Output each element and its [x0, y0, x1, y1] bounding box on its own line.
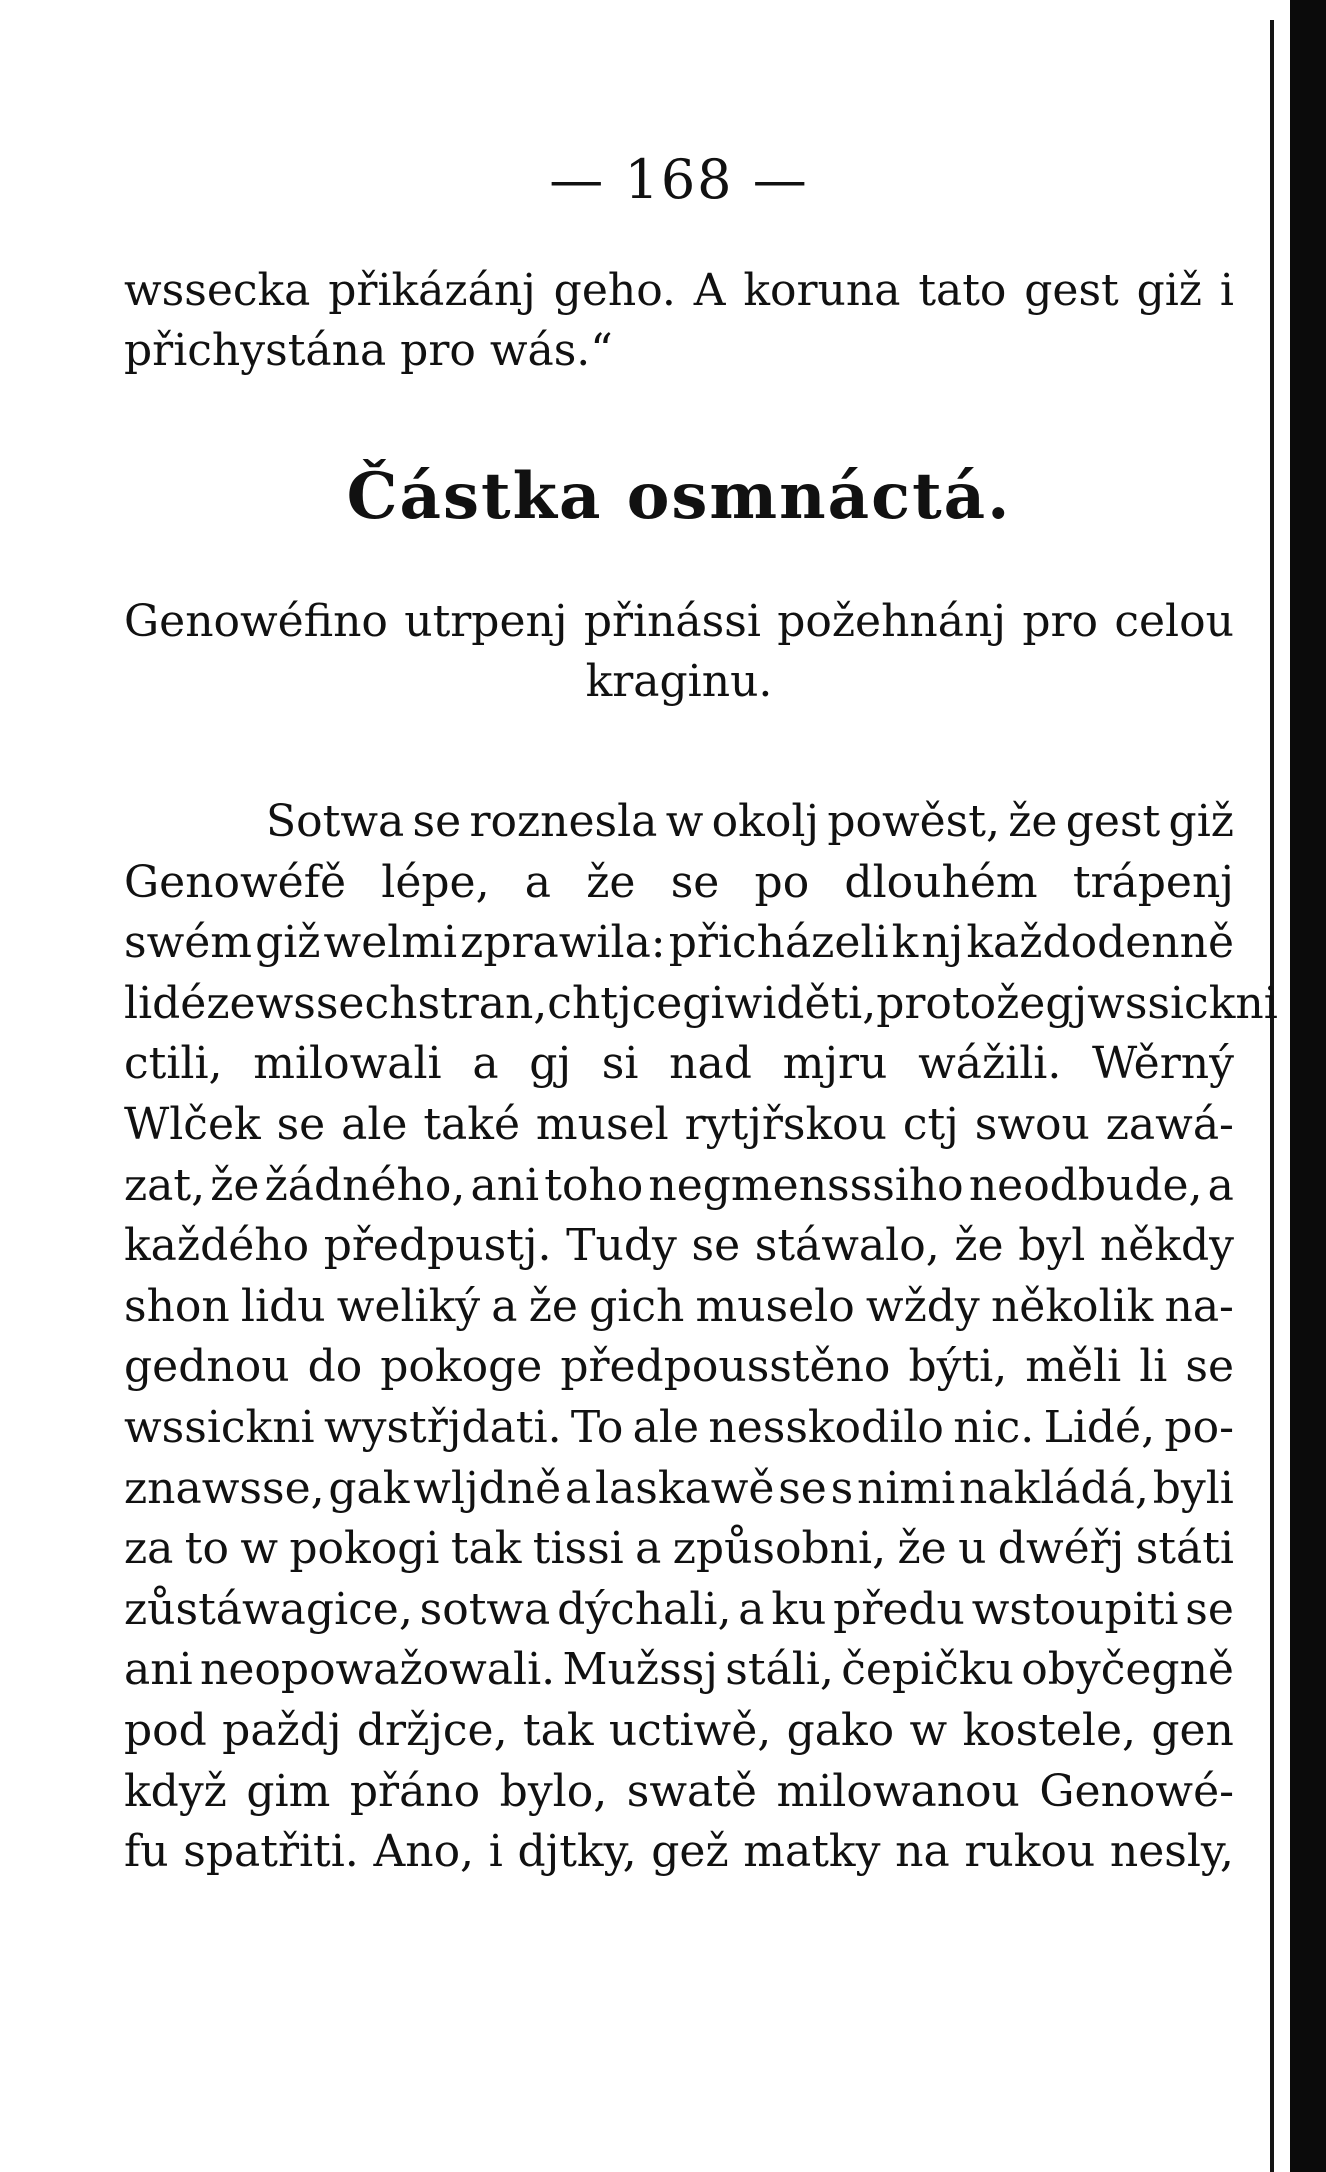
- word: někdy: [1099, 1220, 1234, 1272]
- body-line: [124, 1216, 1234, 1277]
- word: w: [665, 796, 704, 847]
- word: nj: [921, 917, 964, 969]
- word: na-: [1164, 1280, 1234, 1332]
- word: proto: [876, 977, 997, 1029]
- word: gj: [529, 1038, 572, 1090]
- word: giž: [1168, 796, 1234, 847]
- word: wážili.: [918, 1038, 1062, 1090]
- word: roznesla: [469, 796, 658, 847]
- word: widěti,: [724, 977, 877, 1029]
- word: ani: [124, 1644, 193, 1696]
- word: přikázánj: [328, 265, 536, 316]
- word: neopowažowali.: [200, 1644, 556, 1696]
- word: dýchali,: [557, 1583, 732, 1635]
- body-line: [124, 1459, 1234, 1520]
- word: předu: [833, 1583, 965, 1635]
- word: w: [240, 1523, 279, 1575]
- word: sotwa: [419, 1583, 551, 1635]
- word: státi: [1135, 1523, 1234, 1575]
- word: a: [635, 1523, 662, 1575]
- word: gak: [328, 1462, 410, 1514]
- word: tak: [450, 1523, 522, 1575]
- previous-chapter-ending: [124, 261, 1234, 381]
- word: okolj: [711, 796, 820, 847]
- word: w: [909, 1704, 948, 1756]
- word: weliký: [336, 1280, 481, 1332]
- word: pokogi: [289, 1523, 440, 1575]
- word: ku: [771, 1583, 827, 1635]
- word: býti,: [908, 1341, 1008, 1393]
- word: byli: [1152, 1462, 1234, 1514]
- word: gen: [1151, 1704, 1234, 1756]
- word: byl: [1018, 1220, 1086, 1272]
- body-line: [124, 1398, 1234, 1459]
- word: Mužssj: [562, 1644, 718, 1696]
- body-line: [124, 974, 1278, 1035]
- word: že: [586, 856, 636, 908]
- word: fu: [124, 1826, 169, 1878]
- word: wždy: [865, 1280, 980, 1332]
- word: a: [472, 1038, 499, 1090]
- word: když: [124, 1765, 227, 1817]
- word: geho.: [553, 265, 676, 316]
- word: s: [830, 1462, 854, 1514]
- word: a: [1207, 1159, 1234, 1211]
- word: že: [528, 1280, 578, 1332]
- body-line: [124, 1095, 1234, 1156]
- word: musel: [535, 1098, 669, 1150]
- word: giž: [1136, 265, 1202, 316]
- word: djtky,: [517, 1826, 637, 1878]
- word: gest: [1065, 796, 1161, 847]
- word: nimi: [857, 1462, 956, 1514]
- scan-dark-margin: [1290, 0, 1326, 2172]
- word: Genowé-: [1039, 1765, 1234, 1817]
- word: wstoupiti: [971, 1583, 1179, 1635]
- word: se: [778, 1462, 827, 1514]
- body-line: [124, 1580, 1234, 1641]
- word: zawá-: [1105, 1098, 1234, 1150]
- word: toho: [544, 1159, 644, 1211]
- word: muselo: [695, 1280, 855, 1332]
- word: powěst,: [827, 796, 1000, 847]
- word: že: [996, 977, 1046, 1029]
- page-edge-line: [1270, 20, 1274, 2172]
- body-line: [124, 1519, 1234, 1580]
- body-line: [124, 853, 1234, 914]
- word: welmi: [323, 917, 458, 969]
- word: utrpenj: [404, 596, 568, 647]
- word: shon: [124, 1280, 230, 1332]
- word: ale: [632, 1401, 700, 1453]
- word: se: [276, 1098, 326, 1150]
- word: paždj: [222, 1704, 342, 1756]
- word: gest: [1024, 265, 1119, 316]
- word: swém: [124, 917, 253, 969]
- word: zat,: [124, 1159, 206, 1211]
- word: k: [891, 917, 919, 969]
- word: wssickni: [1087, 977, 1278, 1029]
- word: zůstáwagice,: [124, 1583, 413, 1635]
- word: a: [564, 1462, 592, 1514]
- word: swou: [974, 1098, 1090, 1150]
- word: ani: [470, 1159, 540, 1211]
- word: wljdně: [413, 1462, 562, 1514]
- word: rukou: [964, 1826, 1096, 1878]
- word: i: [1219, 265, 1234, 316]
- word: kostele,: [962, 1704, 1137, 1756]
- word: gako: [786, 1704, 895, 1756]
- word: že: [897, 1523, 947, 1575]
- word: wystřjdati.: [323, 1401, 562, 1453]
- word: se: [1185, 1583, 1234, 1635]
- word: dwéřj: [997, 1523, 1125, 1575]
- word: gež: [651, 1826, 729, 1878]
- word: li: [1139, 1341, 1168, 1393]
- chapter-body: [124, 792, 1278, 1883]
- word: wssech: [255, 977, 418, 1029]
- word: koruna: [743, 265, 901, 316]
- word: lidu: [240, 1280, 326, 1332]
- word: nesskodilo: [708, 1401, 944, 1453]
- word: a: [524, 856, 552, 908]
- word: předpustj.: [323, 1220, 552, 1272]
- word: že: [1008, 796, 1058, 847]
- page-number: — 168 —: [549, 148, 809, 211]
- word: gich: [589, 1280, 685, 1332]
- word: že: [954, 1220, 1004, 1272]
- word: za: [124, 1523, 174, 1575]
- word: zprawila:: [460, 917, 666, 969]
- word: laskawě: [594, 1462, 775, 1514]
- word: a: [738, 1583, 765, 1635]
- word: neodbude,: [968, 1159, 1203, 1211]
- chapter-title: Částka osmnáctá.: [346, 459, 1012, 534]
- word: Ano,: [373, 1826, 475, 1878]
- word: se: [1185, 1341, 1234, 1393]
- word: ctili,: [124, 1038, 223, 1090]
- word: znawsse,: [124, 1462, 325, 1514]
- word: to: [184, 1523, 229, 1575]
- word: na: [895, 1826, 950, 1878]
- word: i: [488, 1826, 503, 1878]
- word: gj: [1045, 977, 1088, 1029]
- word: gim: [246, 1765, 331, 1817]
- word: se: [691, 1220, 741, 1272]
- word: Genowéfino: [124, 596, 388, 647]
- word: uctiwě,: [608, 1704, 772, 1756]
- word: předpousstěno: [560, 1341, 891, 1393]
- word: wssecka: [124, 265, 311, 316]
- word: rytjřskou: [684, 1098, 887, 1150]
- word: giž: [255, 917, 321, 969]
- word: wssickni: [124, 1401, 315, 1453]
- body-line: [124, 1337, 1234, 1398]
- text-line: přichystána pro wás.“: [124, 325, 613, 376]
- word: gednou: [124, 1341, 290, 1393]
- word: způsobni,: [672, 1523, 887, 1575]
- word: požehnánj: [777, 596, 1006, 647]
- word: přicházeli: [668, 917, 889, 969]
- word: ale: [341, 1098, 408, 1150]
- word: Lidé,: [1043, 1401, 1156, 1453]
- word: Tudy: [566, 1220, 677, 1272]
- word: Genowéfě: [124, 856, 347, 908]
- word: pro: [1022, 596, 1099, 647]
- word: dlouhém: [844, 856, 1038, 908]
- summary-line: [124, 592, 1234, 652]
- word: A: [693, 265, 726, 316]
- body-line: [124, 1640, 1234, 1701]
- word: a: [491, 1280, 518, 1332]
- body-line: [124, 792, 1234, 853]
- word: milowanou: [776, 1765, 1020, 1817]
- word: celou: [1114, 596, 1234, 647]
- word: držjce,: [356, 1704, 508, 1756]
- word: přinássi: [583, 596, 761, 647]
- word: milowali: [253, 1038, 442, 1090]
- body-line: [124, 1762, 1234, 1823]
- word: každodenně: [966, 917, 1234, 969]
- summary-line: kraginu.: [585, 656, 773, 707]
- word: Wěrný: [1092, 1038, 1234, 1090]
- word: každého: [124, 1220, 310, 1272]
- word: pokoge: [380, 1341, 543, 1393]
- body-line: [124, 913, 1234, 974]
- word: negmensssiho: [648, 1159, 964, 1211]
- word: obyčegně: [1021, 1644, 1234, 1696]
- word: bylo,: [499, 1765, 608, 1817]
- word: do: [307, 1341, 363, 1393]
- word: stáwalo,: [754, 1220, 940, 1272]
- word: stran,: [417, 977, 548, 1029]
- body-line: [124, 1034, 1234, 1095]
- word: spatřiti.: [183, 1826, 359, 1878]
- word: měli: [1025, 1341, 1122, 1393]
- book-page: [124, 148, 1278, 1883]
- body-line: [124, 1701, 1234, 1762]
- text-line: [124, 261, 1234, 321]
- word: nesly,: [1109, 1826, 1234, 1878]
- body-line: [124, 1277, 1234, 1338]
- word: tissi: [532, 1523, 624, 1575]
- chapter-summary: [124, 592, 1234, 712]
- body-line: [124, 1156, 1234, 1217]
- word: se: [670, 856, 720, 908]
- word: u: [958, 1523, 987, 1575]
- word: tak: [522, 1704, 594, 1756]
- word: ze: [206, 977, 256, 1029]
- word: také: [423, 1098, 520, 1150]
- word: po-: [1164, 1401, 1234, 1453]
- word: několik: [990, 1280, 1154, 1332]
- word: Sotwa: [266, 796, 405, 847]
- word: lidé: [124, 977, 207, 1029]
- word: pod: [124, 1704, 207, 1756]
- word: gi: [682, 977, 725, 1029]
- word: přáno: [349, 1765, 481, 1817]
- word: si: [601, 1038, 639, 1090]
- word: nic.: [953, 1401, 1035, 1453]
- word: ctj: [902, 1098, 959, 1150]
- word: Wlček: [124, 1098, 261, 1150]
- word: tato: [918, 265, 1007, 316]
- word: mjru: [782, 1038, 888, 1090]
- word: že: [210, 1159, 260, 1211]
- word: po: [754, 856, 810, 908]
- word: swatě: [626, 1765, 757, 1817]
- word: nad: [669, 1038, 752, 1090]
- word: chtjce: [547, 977, 683, 1029]
- word: žádného,: [264, 1159, 466, 1211]
- word: lépe,: [381, 856, 490, 908]
- word: se: [412, 796, 462, 847]
- word: To: [570, 1401, 624, 1453]
- word: stáli,: [725, 1644, 834, 1696]
- body-line: [124, 1822, 1234, 1883]
- word: trápenj: [1072, 856, 1234, 908]
- word: čepičku: [841, 1644, 1014, 1696]
- word: matky: [743, 1826, 881, 1878]
- word: nakládá,: [959, 1462, 1149, 1514]
